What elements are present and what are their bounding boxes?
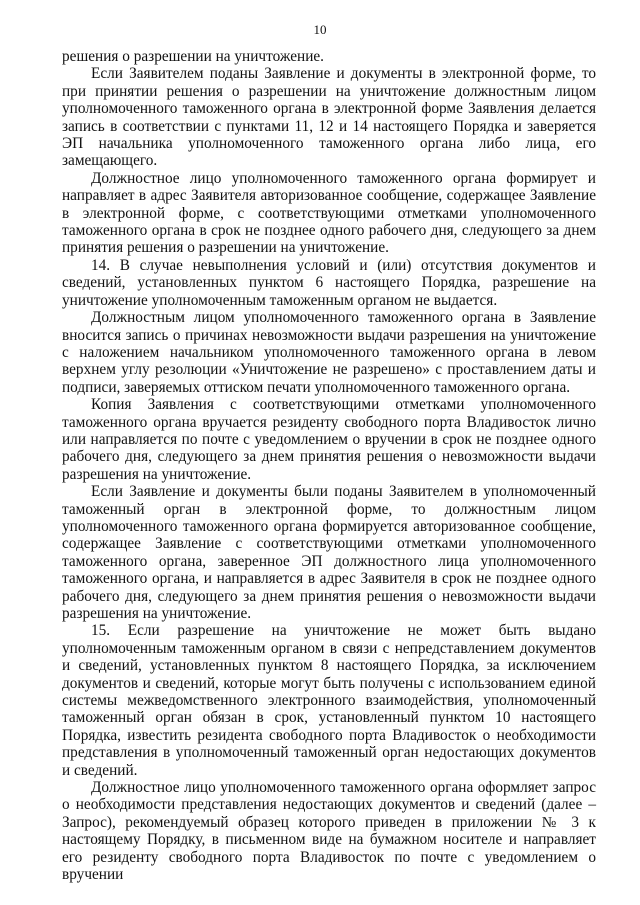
paragraph-electronic-form-record: Если Заявителем поданы Заявление и документы в электронной форме, то при принятии решения о разрешении на уничтожение должностным лицом уполномоченного таможенного органа в электронной форме Заявления делается запись в соответствии с пунктами 11, 12 и 14 настоящего Порядка и заверяется ЭП начальника уполномоченного таможенного органа либо лица, его замещающего. (62, 65, 596, 170)
paragraph-refusal-record: Должностным лицом уполномоченного таможенного органа в Заявление вносится запись о причинах невозможности выдачи разрешения на уничтожение с наложением начальником уполномоченного таможенного органа в левом верхнем углу резолюции «Уничтожение не разрешено» с проставлением даты и подписи, заверяемых оттиском печати уполномоченного таможенного органа. (62, 309, 596, 396)
paragraph-electronic-refusal: Если Заявление и документы были поданы Заявителем в уполномоченный таможенный орган в электронной форме, то должностным лицом уполномоченного таможенного органа формируется авторизованное сообщение, содержащее Заявление с соответствующими отметками уполномоченного таможенного органа, заверенное ЭП должностного лица уполномоченного таможенного органа, и направляется в адрес Заявителя в срок не позднее одного рабочего дня, следующего за днем принятия решения о невозможности выдачи разрешения на уничтожение. (62, 483, 596, 622)
paragraph-item-14: 14. В случае невыполнения условий и (или) отсутствия документов и сведений, установленных пунктом 6 настоящего Порядка, разрешение на уничтожение уполномоченным таможенным органом не выдается. (62, 256, 596, 309)
paragraph-item-15: 15. Если разрешение на уничтожение не может быть выдано уполномоченным таможенным органом в связи с непредставлением документов и сведений, установленных пунктом 8 настоящего Порядка, за исключением документов и сведений, которые могут быть получены с использованием единой системы межведомственного электронного взаимодействия, уполномоченный таможенный орган обязан в срок, установленный пунктом 10 настоящего Порядка, известить резидента свободного порта Владивосток о необходимости представления в уполномоченный таможенный орган недостающих документов и сведений. (62, 622, 596, 779)
paragraph-copy-delivery: Копия Заявления с соответствующими отметками уполномоченного таможенного органа вручается резиденту свободного порта Владивосток лично или направляется по почте с уведомлением о вручении в срок не позднее одного рабочего дня, следующего за днем принятия решения о невозможности выдачи разрешения на уничтожение. (62, 396, 596, 483)
paragraph-continuation: решения о разрешении на уничтожение. (62, 48, 324, 65)
paragraph-authorized-message: Должностное лицо уполномоченного таможенного органа формирует и направляет в адрес Заявителя авторизованное сообщение, содержащее Заявление в электронной форме, с соответствующими отметками уполномоченного таможенного органа в срок не позднее одного рабочего дня, следующего за днем принятия решения о разрешении на уничтожение. (62, 169, 596, 257)
document-body (62, 48, 596, 884)
page-number: 10 (313, 22, 327, 37)
paragraph-request: Должностное лицо уполномоченного таможенного органа оформляет запрос о необходимости представления недостающих документов и сведений (далее – Запрос), рекомендуемый образец которого приведен в приложении № 3 к настоящему Порядку, в письменном виде на бумажном носителе и направляет его резиденту свободного порта Владивосток по почте с уведомлением о вручении (62, 779, 596, 884)
